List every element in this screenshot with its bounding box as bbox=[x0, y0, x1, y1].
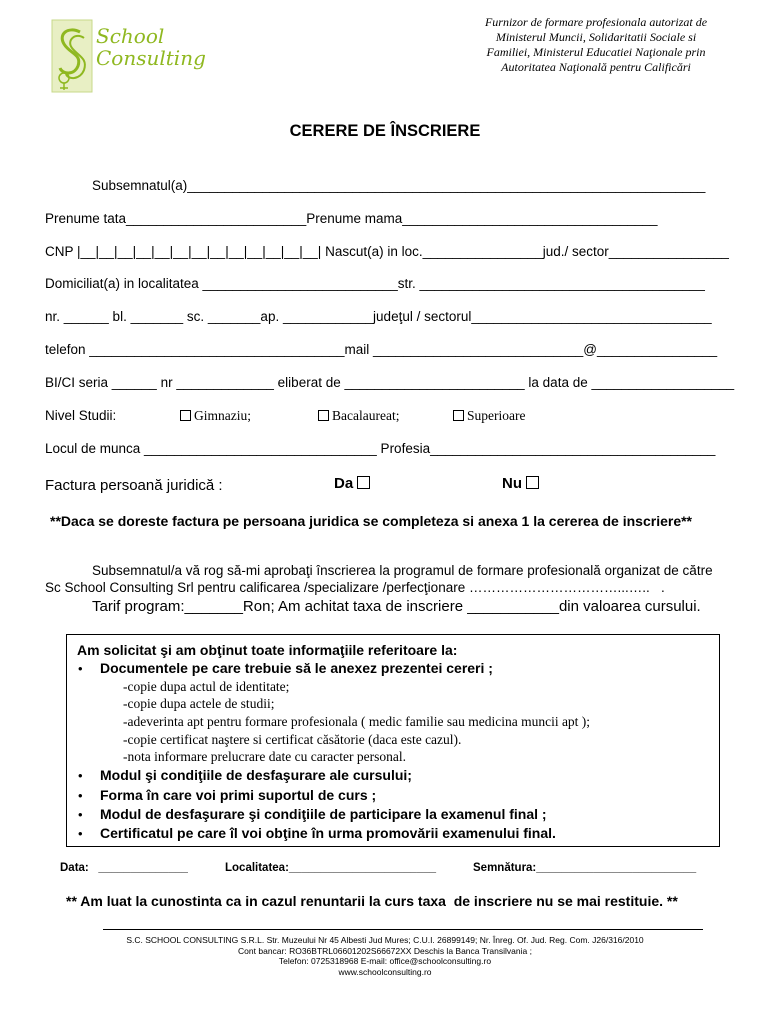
option-gimnaziu[interactable]: Gimnaziu; bbox=[180, 408, 251, 424]
note-final: ** Am luat la cunostinta ca in cazul renuntarii la curs taxa de inscriere nu se mai restituie. ** bbox=[66, 893, 678, 909]
logo-text: School Consulting bbox=[96, 24, 206, 70]
bullet-icon: • bbox=[78, 768, 83, 783]
box-heading: Am solicitat şi am obţinut toate informaţiile referitoare la: bbox=[77, 642, 458, 658]
field-semnatura[interactable]: Semnătura:_________________________ bbox=[473, 862, 697, 874]
page-title: CERERE DE ÎNSCRIERE bbox=[289, 122, 481, 140]
field-cnp[interactable]: CNP |__|__|__|__|__|__|__|__|__|__|__|__|__| Nascut(a) in loc.________________jud./ sector________________ bbox=[45, 244, 729, 259]
option-bacalaureat[interactable]: Bacalaureat; bbox=[318, 408, 399, 424]
field-domiciliat[interactable]: Domiciliat(a) in localitatea __________________________str. ______________________________________ bbox=[45, 276, 705, 291]
bullet-icon: • bbox=[78, 826, 83, 841]
field-bi-ci[interactable]: BI/CI seria ______ nr _____________ eliberat de ________________________ la data de ___________________ bbox=[45, 375, 735, 390]
checkbox-icon[interactable] bbox=[526, 476, 539, 489]
checkbox-icon[interactable] bbox=[180, 410, 191, 421]
factura-label: Factura persoană juridică : bbox=[45, 477, 223, 494]
checkbox-icon[interactable] bbox=[318, 410, 329, 421]
bullet-item: Modul de desfaşurare şi condiţiile de participare la examenul final ; bbox=[100, 806, 547, 822]
option-nu[interactable]: Nu bbox=[502, 475, 539, 492]
field-locul-munca[interactable]: Locul de munca _______________________________ Profesia______________________________________ bbox=[45, 441, 716, 456]
header-line: Autoritatea Naţională pentru Calificări bbox=[501, 60, 691, 74]
bullet-item: Forma în care voi primi suportul de curs ; bbox=[100, 787, 377, 803]
sub-item: -copie certificat naştere si certificat căsătorie (daca este cazul). bbox=[123, 732, 462, 747]
footer-line: S.C. SCHOOL CONSULTING S.R.L. Str. Muzeului Nr 45 Albesti Jud Mures; C.U.I. 26899149; Nr. Înreg. Of. Jud. Reg. Com. J26/316/2010 bbox=[126, 935, 644, 945]
sub-item: -copie dupa actele de studii; bbox=[123, 696, 275, 711]
checkbox-icon[interactable] bbox=[357, 476, 370, 489]
field-prenume[interactable]: Prenume tata________________________Prenume mama__________________________________ bbox=[45, 211, 658, 226]
option-da[interactable]: Da bbox=[334, 475, 370, 492]
paragraph-line: Subsemnatul/a vă rog să-mi aprobaţi înscrierea la programul de formare profesională organizat de către bbox=[92, 563, 713, 578]
footer-line: Cont bancar: RO36BTRL06601202S66672XX Deschis la Banca Transilvania ; bbox=[238, 945, 532, 956]
header-line: Familiei, Ministerul Educatiei Naţionale prin bbox=[486, 45, 706, 59]
paragraph-line[interactable]: Tarif program:_______Ron; Am achitat taxa de inscriere ___________din valoarea cursului. bbox=[92, 598, 701, 615]
note-factura: **Daca se doreste factura pe persoana juridica se completeza si anexa 1 la cererea de inscriere** bbox=[50, 513, 693, 529]
bullet-item: Documentele pe care trebuie să le anexez prezentei cereri ; bbox=[100, 660, 493, 676]
header-line: Ministerul Muncii, Solidaritatii Sociale si bbox=[495, 30, 697, 44]
sub-item: -nota informare prelucrare date cu caracter personal. bbox=[123, 749, 406, 764]
bullet-icon: • bbox=[78, 661, 83, 676]
field-nr-bl-sc[interactable]: nr. ______ bl. _______ sc. _______ap. ____________judeţul / sectorul________________________________ bbox=[45, 309, 712, 324]
checkbox-icon[interactable] bbox=[453, 410, 464, 421]
footer-divider bbox=[103, 929, 703, 930]
nivel-studii-label: Nivel Studii: bbox=[45, 408, 117, 423]
sub-item: -copie dupa actul de identitate; bbox=[123, 679, 290, 694]
footer-line: Telefon: 0725318968 E-mail: office@schoolconsulting.ro bbox=[278, 956, 492, 966]
field-localitatea[interactable]: Localitatea:_______________________ bbox=[225, 862, 437, 874]
option-superioare[interactable]: Superioare bbox=[453, 408, 525, 424]
bullet-item: Certificatul pe care îl voi obţine în urma promovării examenului final. bbox=[100, 825, 556, 841]
bullet-icon: • bbox=[78, 807, 83, 822]
footer-link[interactable]: www.schoolconsulting.ro bbox=[338, 966, 432, 977]
footer bbox=[60, 935, 710, 977]
bullet-item: Modul şi condiţiile de desfaşurare ale cursului; bbox=[100, 767, 412, 783]
paragraph-line[interactable]: Sc School Consulting Srl pentru calificarea /specializare /perfecţionare ……………………………...….. . bbox=[45, 580, 665, 595]
sub-item: -adeverinta apt pentru formare profesionala ( medic familie sau medicina muncii apt ); bbox=[123, 714, 591, 729]
header-line: Furnizor de formare profesionala autorizat de bbox=[484, 15, 708, 29]
bullet-icon: • bbox=[78, 788, 83, 803]
header-accreditation bbox=[466, 15, 726, 75]
field-data[interactable]: Data: ______________ bbox=[60, 862, 188, 874]
field-subsemnatul[interactable]: Subsemnatul(a)_____________________________________________________________________ bbox=[92, 178, 706, 193]
field-telefon-mail[interactable]: telefon __________________________________mail ____________________________@________________ bbox=[45, 342, 718, 357]
